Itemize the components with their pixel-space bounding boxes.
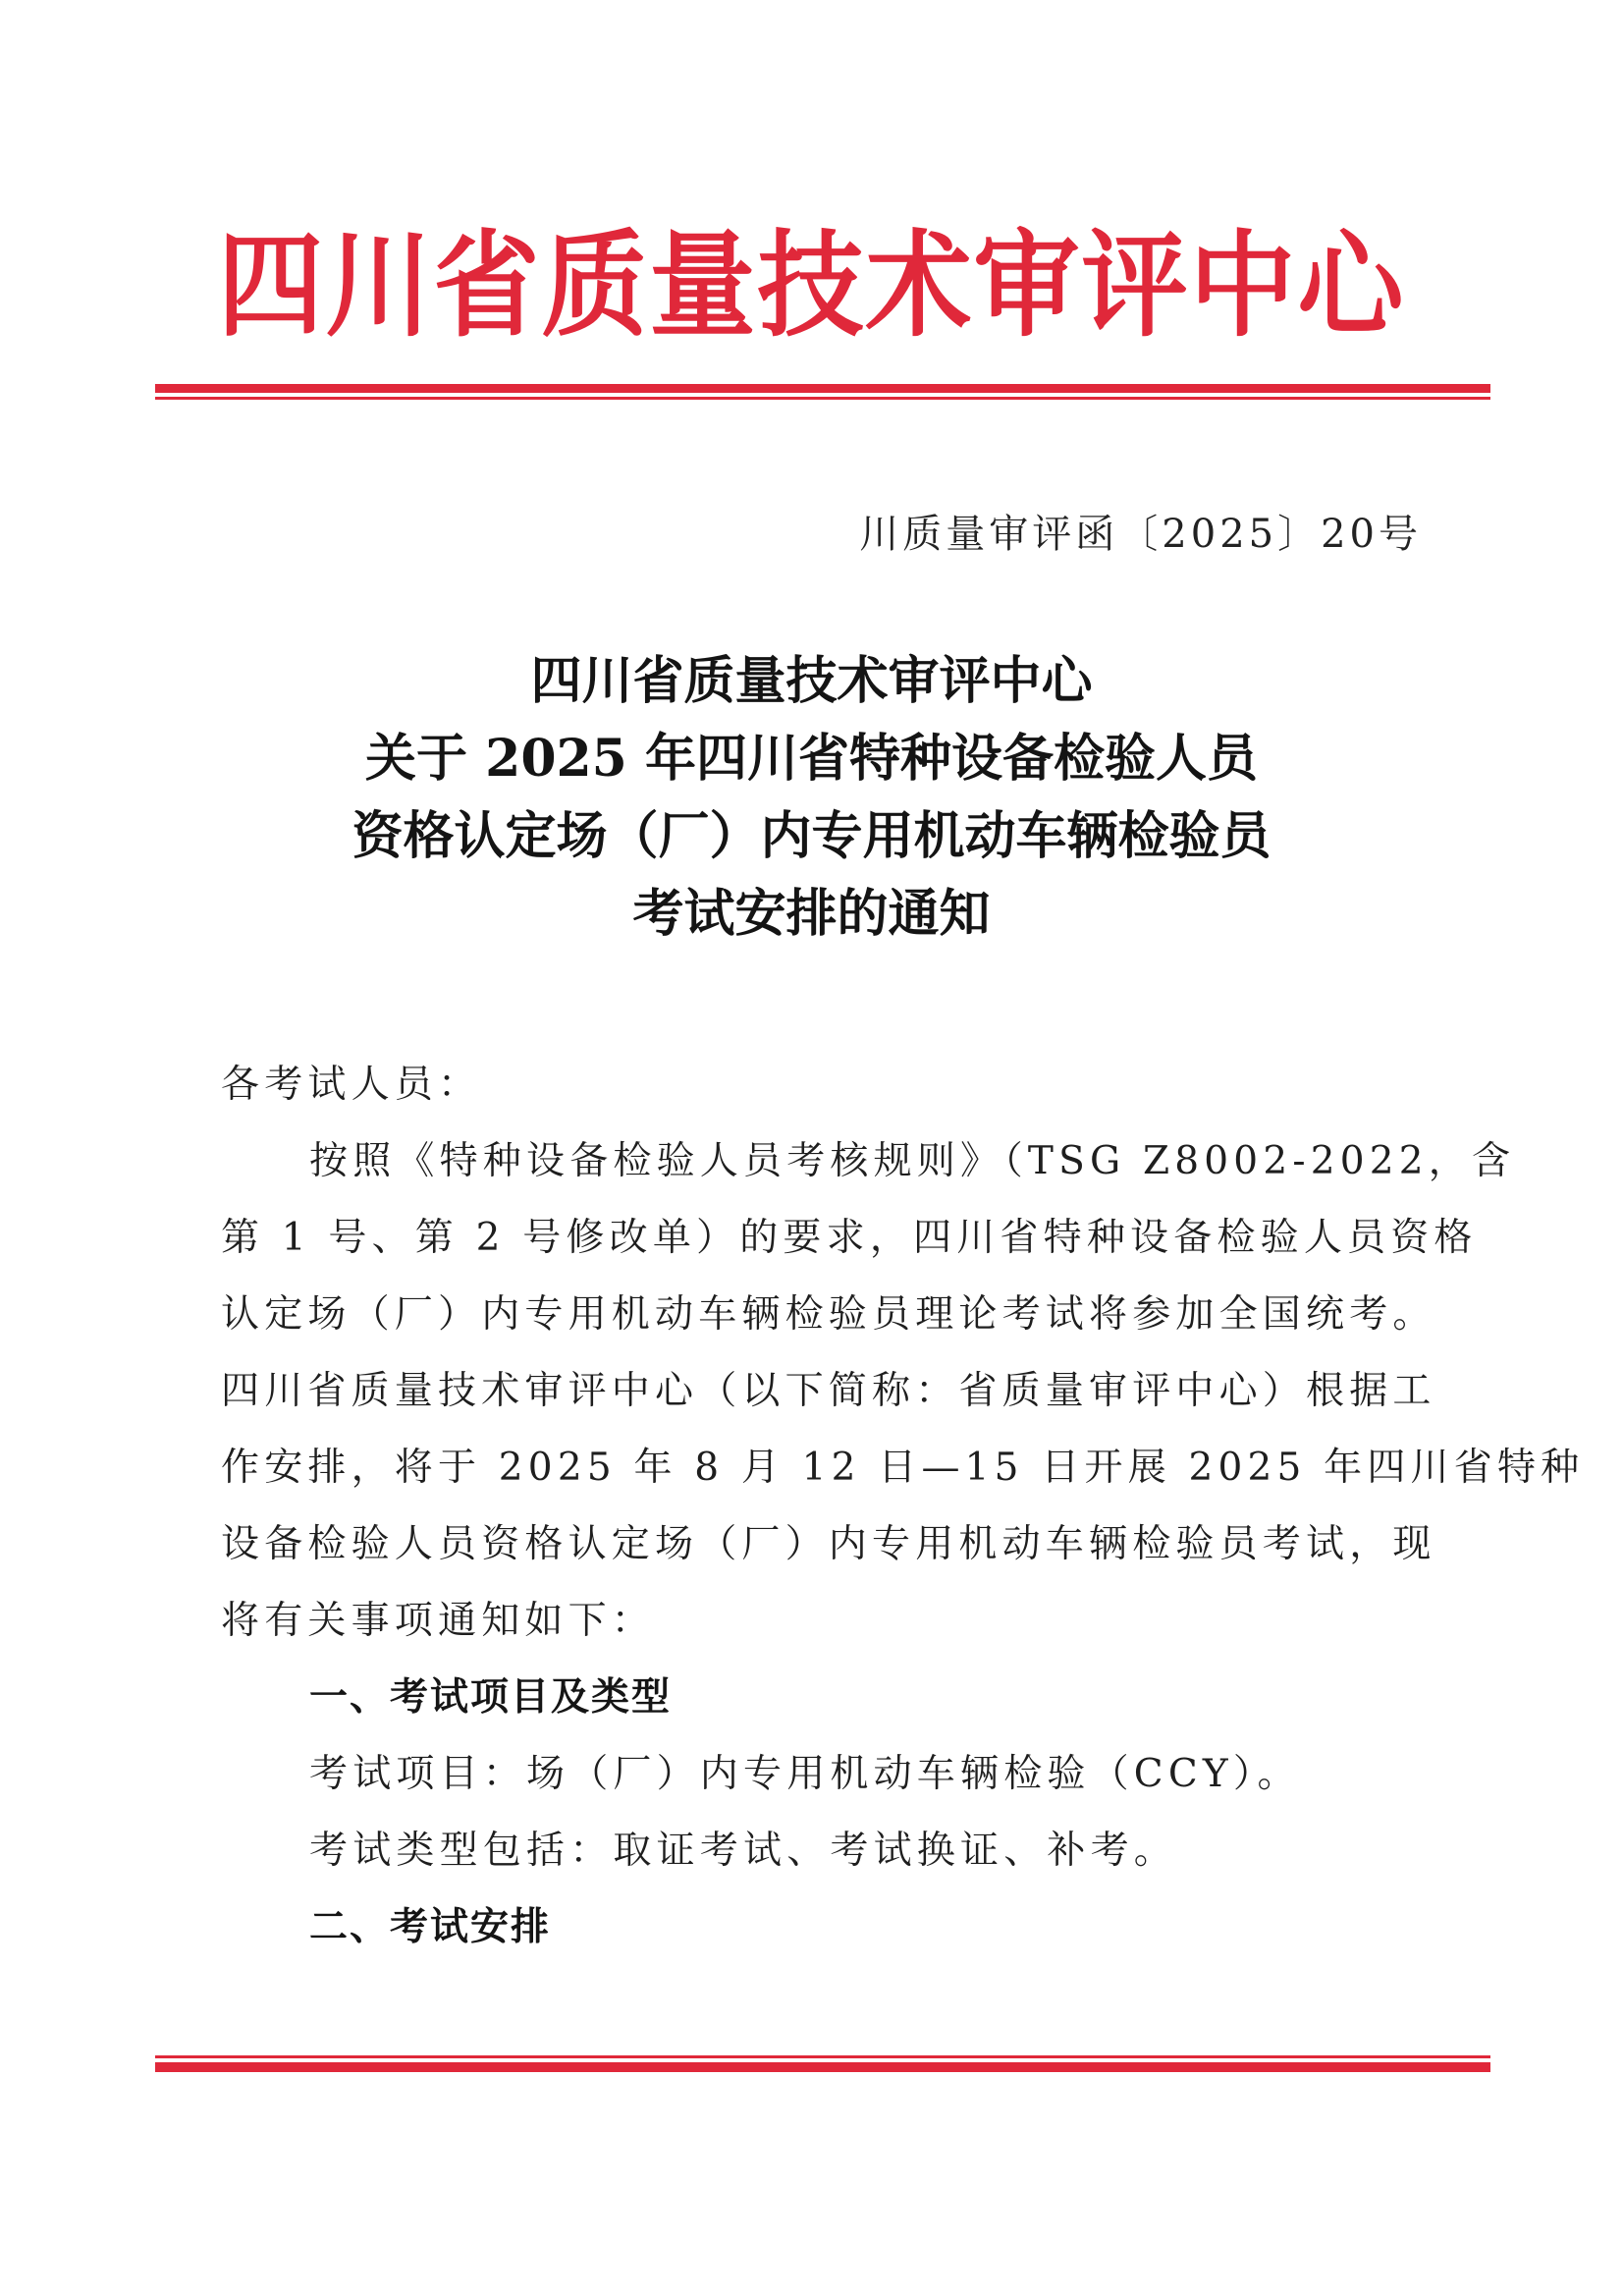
section-heading-exam-arrangement: 二、考试安排 <box>309 1905 552 1949</box>
salutation: 各考试人员： <box>221 1063 482 1107</box>
letterhead-rule-thin <box>155 397 1490 400</box>
paragraph-line: 第 1 号、第 2 号修改单）的要求，四川省特种设备检验人员资格 <box>221 1216 1478 1260</box>
title-line: 四川省质量技术审评中心 <box>530 651 1093 711</box>
footer-rule-thin <box>155 2055 1490 2058</box>
document-number: 川质量审评函〔2025〕20号 <box>859 512 1422 557</box>
paragraph-line: 按照《特种设备检验人员考核规则》（TSG Z8002-2022，含 <box>309 1139 1516 1183</box>
letterhead-rule-thick <box>155 384 1490 393</box>
exam-type-line: 考试类型包括：取证考试、考试换证、补考。 <box>309 1829 1178 1873</box>
intro-paragraph <box>221 1123 1585 1660</box>
document-title <box>0 642 1623 953</box>
title-line: 关于 2025 年四川省特种设备检验人员 <box>365 729 1258 789</box>
exam-item-line: 考试项目：场（厂）内专用机动车辆检验（CCY）。 <box>309 1752 1301 1796</box>
paragraph-line: 作安排，将于 2025 年 8 月 12 日—15 日开展 2025 年四川省特种 <box>221 1446 1585 1490</box>
paragraph-line: 将有关事项通知如下： <box>221 1599 656 1643</box>
paragraph-line: 四川省质量技术审评中心（以下简称：省质量审评中心）根据工 <box>221 1369 1436 1413</box>
paragraph-line: 认定场（厂）内专用机动车辆检验员理论考试将参加全国统考。 <box>221 1292 1436 1337</box>
document-body <box>221 1047 1585 1966</box>
section-heading-exam-items: 一、考试项目及类型 <box>309 1675 673 1720</box>
title-line: 考试安排的通知 <box>632 884 991 944</box>
letterhead-organization: 四川省质量技术审评中心 <box>217 219 1406 353</box>
paragraph-line: 设备检验人员资格认定场（厂）内专用机动车辆检验员考试，现 <box>221 1522 1436 1566</box>
footer-rule-thick <box>155 2062 1490 2072</box>
title-line: 资格认定场（厂）内专用机动车辆检验员 <box>352 806 1271 866</box>
